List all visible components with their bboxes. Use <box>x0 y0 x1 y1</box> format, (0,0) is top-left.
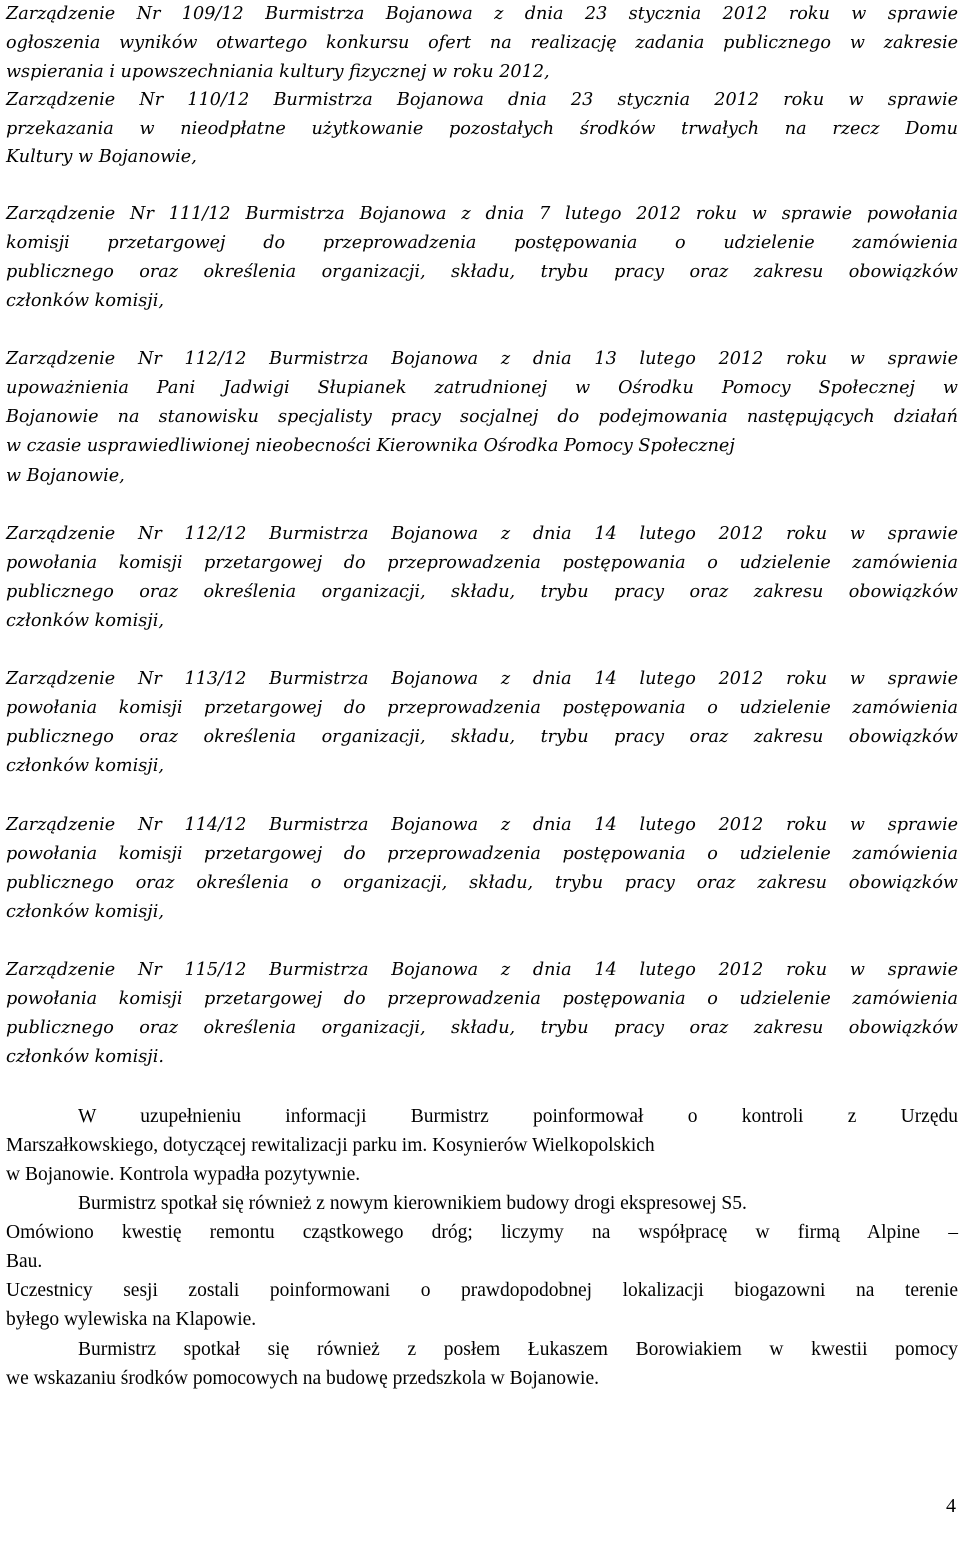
text-line: członków komisji, <box>6 611 164 631</box>
paragraph-line: byłego wylewiska na Klapowie. <box>6 1309 257 1330</box>
paragraph-line: Bau. <box>6 1251 43 1272</box>
text-line: powołania komisji przetargowej do przeprowadzenia postępowania o udzielenie zamówienia <box>6 698 958 718</box>
text-line: publicznego oraz określenia organizacji, składu, trybu pracy oraz zakresu obowiązków <box>6 1018 958 1038</box>
text-line: wspierania i upowszechniania kultury fizycznej w roku 2012, <box>6 62 550 82</box>
text-line: publicznego oraz określenia organizacji, składu, trybu pracy oraz zakresu obowiązków <box>6 262 958 282</box>
text-line: Zarządzenie Nr 112/12 Burmistrza Bojanowa z dnia 14 lutego 2012 roku w sprawie <box>6 524 958 544</box>
text-line: Zarządzenie Nr 110/12 Burmistrza Bojanowa dnia 23 stycznia 2012 roku w sprawie <box>6 90 958 110</box>
text-line: Zarządzenie Nr 114/12 Burmistrza Bojanowa z dnia 14 lutego 2012 roku w sprawie <box>6 815 958 835</box>
paragraph-line: Burmistrz spotkał się również z posłem Łukaszem Borowiakiem w kwestii pomocy <box>78 1339 958 1360</box>
text-line: upoważnienia Pani Jadwigi Słupianek zatrudnionej w Ośrodku Pomocy Społecznej w <box>6 378 958 398</box>
text-line: publicznego oraz określenia organizacji, składu, trybu pracy oraz zakresu obowiązków <box>6 582 958 602</box>
text-line: członków komisji, <box>6 902 164 922</box>
page-number: 4 <box>946 1495 956 1517</box>
text-line: Zarządzenie Nr 113/12 Burmistrza Bojanowa z dnia 14 lutego 2012 roku w sprawie <box>6 669 958 689</box>
text-line: powołania komisji przetargowej do przeprowadzenia postępowania o udzielenie zamówienia <box>6 553 958 573</box>
text-line: Kultury w Bojanowie, <box>6 147 197 167</box>
paragraph-line: Omówiono kwestię remontu cząstkowego dróg; liczymy na współpracę w firmą Alpine – <box>6 1222 958 1243</box>
paragraph-line: Burmistrz spotkał się również z nowym kierownikiem budowy drogi ekspresowej S5. <box>78 1193 747 1214</box>
text-line: przekazania w nieodpłatne użytkowanie pozostałych środków trwałych na rzecz Domu <box>6 119 958 139</box>
text-line: komisji przetargowej do przeprowadzenia postępowania o udzielenie zamówienia <box>6 233 958 253</box>
text-line: członków komisji. <box>6 1047 164 1067</box>
text-line: Zarządzenie Nr 109/12 Burmistrza Bojanowa z dnia 23 stycznia 2012 roku w sprawie <box>6 4 958 24</box>
text-line: publicznego oraz określenia o organizacji, składu, trybu pracy oraz zakresu obowiązków <box>6 873 958 893</box>
text-line: Zarządzenie Nr 112/12 Burmistrza Bojanowa z dnia 13 lutego 2012 roku w sprawie <box>6 349 958 369</box>
paragraph-line: w Bojanowie. Kontrola wypadła pozytywnie. <box>6 1164 361 1185</box>
paragraph-line: we wskazaniu środków pomocowych na budowę przedszkola w Bojanowie. <box>6 1368 599 1389</box>
text-line: Zarządzenie Nr 111/12 Burmistrza Bojanowa z dnia 7 lutego 2012 roku w sprawie powołania <box>6 204 958 224</box>
paragraph-line: Uczestnicy sesji zostali poinformowani o prawdopodobnej lokalizacji biogazowni na terenie <box>6 1280 958 1301</box>
text-line: powołania komisji przetargowej do przeprowadzenia postępowania o udzielenie zamówienia <box>6 844 958 864</box>
text-line: w Bojanowie, <box>6 466 125 486</box>
text-line: Bojanowie na stanowisku specjalisty pracy socjalnej do podejmowania następujących działań <box>6 407 958 427</box>
text-line: członków komisji, <box>6 756 164 776</box>
text-line: powołania komisji przetargowej do przeprowadzenia postępowania o udzielenie zamówienia <box>6 989 958 1009</box>
text-line: publicznego oraz określenia organizacji, składu, trybu pracy oraz zakresu obowiązków <box>6 727 958 747</box>
text-line: ogłoszenia wyników otwartego konkursu ofert na realizację zadania publicznego w zakresie <box>6 33 958 53</box>
text-line: członków komisji, <box>6 291 164 311</box>
paragraph-line: Marszałkowskiego, dotyczącej rewitalizacji parku im. Kosynierów Wielkopolskich <box>6 1135 655 1156</box>
text-line: w czasie usprawiedliwionej nieobecności Kierownika Ośrodka Pomocy Społecznej <box>6 436 735 456</box>
text-line: Zarządzenie Nr 115/12 Burmistrza Bojanowa z dnia 14 lutego 2012 roku w sprawie <box>6 960 958 980</box>
paragraph-line: W uzupełnieniu informacji Burmistrz poinformował o kontroli z Urzędu <box>78 1106 958 1127</box>
